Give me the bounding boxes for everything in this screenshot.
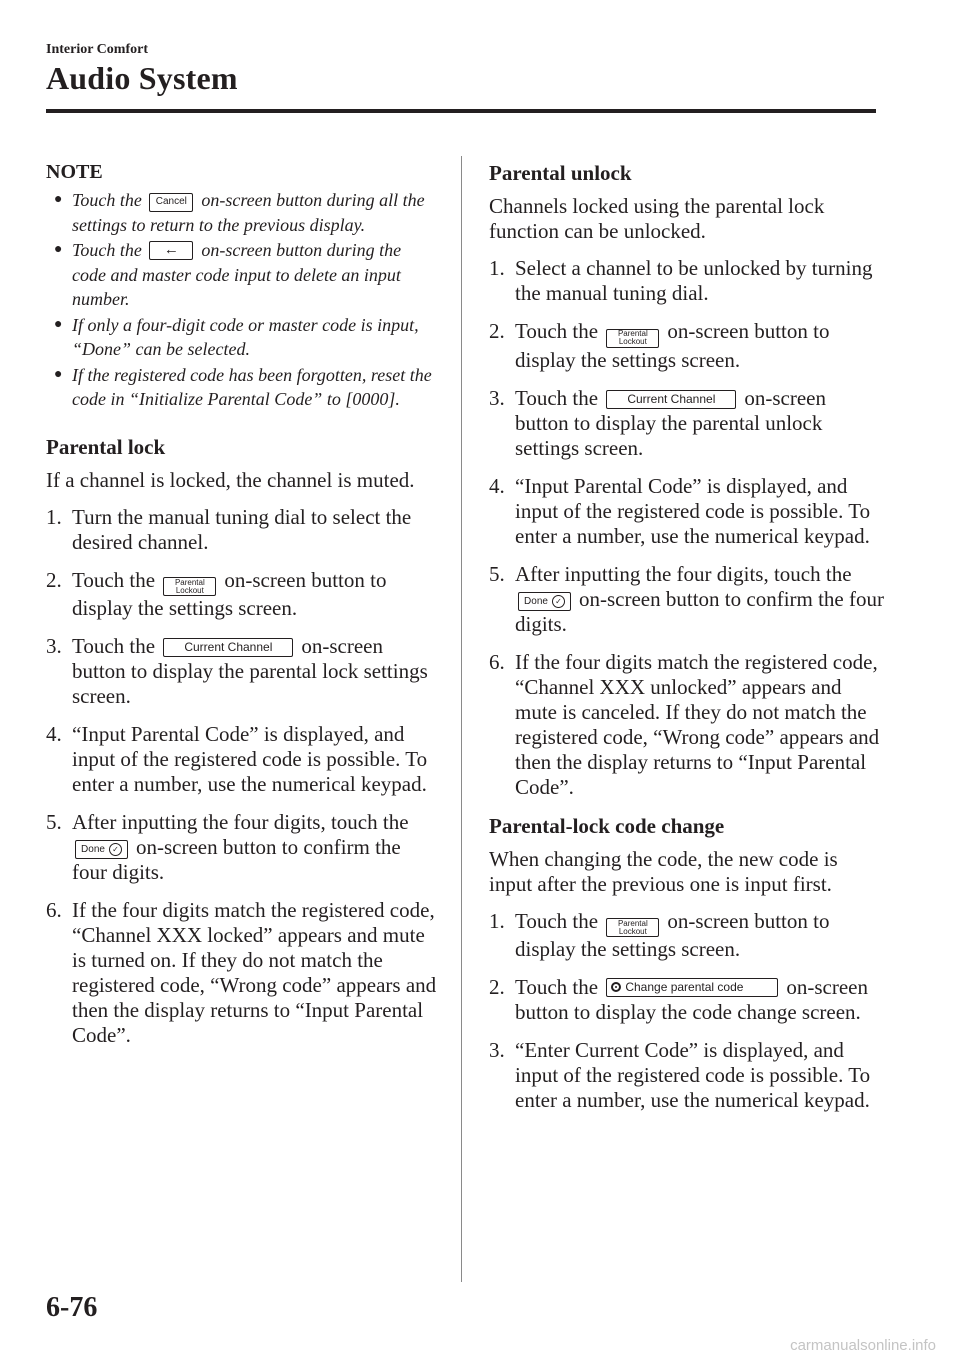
step-text: Touch the [515,385,599,410]
target-icon [611,982,621,992]
step-number: 3. [46,634,62,658]
step-number: 6. [46,898,62,922]
step-text: on-screen button to display the settings screen. [515,319,830,372]
check-icon: ✓ [552,595,565,608]
watermark: carmanualsonline.info [790,1337,936,1354]
note-item [46,313,438,362]
step-text: on-screen button to display the parental lock settings screen. [72,634,428,708]
note-text: on-screen button during the code and master code input to delete an input number. [72,240,402,309]
step-item [489,975,884,1025]
step-item [489,474,884,549]
step-item [46,810,438,885]
step-item [489,650,884,800]
parental-unlock-heading: Parental unlock [489,161,632,185]
step-number: 1. [489,908,505,933]
step-number: 2. [489,319,505,343]
step-text: If the four digits match the registered code, “Channel XXX locked” appears and mute is turned on. If they do not match the registered code, “Wrong code” appears and then the display returns to “Input Parental Code”. [72,898,437,1047]
note-text: If only a four-digit code or master code is input, “Done” can be selected. [72,314,419,359]
step-item [46,505,438,555]
parental-lock-heading: Parental lock [46,434,166,459]
current-channel-label: Current Channel [184,640,273,654]
code-change-heading: Parental-lock code change [489,813,725,838]
step-text: on-screen button to display the code change screen. [515,975,868,1024]
note-text: Touch the [72,190,142,210]
step-text: on-screen button to display the settings screen. [72,567,387,620]
step-number: 3. [489,385,505,410]
step-text: Touch the [515,319,599,343]
parental-lockout-button-icon [163,577,216,596]
step-text: Touch the [72,567,156,592]
bullet-icon: ● [54,366,63,382]
change-parental-code-label: Change parental code [625,979,744,994]
step-number: 1. [489,256,505,280]
note-text: Touch the [72,240,142,260]
parental-lockout-button-icon [606,918,659,937]
bullet-icon: ● [54,316,63,332]
step-text: on-screen button to display the settings screen. [515,908,830,961]
step-text: “Input Parental Code” is displayed, and input of the registered code is possible. To enter a number, use the numerical keypad. [515,473,871,548]
note-item [46,363,438,412]
parental-lockout-button-icon [606,329,659,348]
parental-label: Parental [617,329,648,338]
step-text: on-screen button to confirm the four digits. [515,586,884,636]
back-arrow-icon: ← [163,241,179,258]
note-item [46,238,438,312]
step-item [489,909,884,963]
note-item [46,188,438,237]
step-number: 4. [46,722,62,746]
step-text: “Enter Current Code” is displayed, and input of the registered code is possible. To enter a number, use the numerical keypad. [515,1038,871,1112]
step-number: 4. [489,473,505,498]
note-heading: NOTE [46,161,103,183]
parental-unlock-intro: Channels locked using the parental lock function can be unlocked. [489,194,825,243]
lockout-label: Lockout [618,337,647,346]
step-item [46,634,438,709]
lockout-label: Lockout [618,926,647,936]
step-text: If the four digits match the registered code, “Channel XXX unlocked” appears and mute is canceled. If they do not match the registered code, “Wrong code” appears and then the display returns to “Input Parental Code”. [515,649,880,799]
step-number: 5. [46,810,62,834]
step-text: Select a channel to be unlocked by turning the manual tuning dial. [515,256,873,305]
lockout-label: Lockout [175,585,204,595]
code-change-steps [489,909,884,1114]
step-item [489,256,884,306]
step-item [46,568,438,622]
step-text: “Input Parental Code” is displayed, and input of the registered code is possible. To enter a number, use the numerical keypad. [72,722,428,796]
column-divider [461,156,462,1282]
step-text: Touch the [515,908,599,933]
done-label: Done [524,595,548,607]
right-column [489,160,884,1126]
page-number: 6-76 [46,1292,98,1323]
parental-label: Parental [617,918,648,928]
step-text: on-screen button to confirm the four digits. [72,835,401,884]
step-text: After inputting the four digits, touch the [72,810,409,834]
step-text: Turn the manual tuning dial to select the desired channel. [72,504,412,554]
parental-unlock-steps [489,256,884,800]
section-label: Interior Comfort [46,42,148,57]
step-number: 2. [46,567,62,592]
code-change-intro: When changing the code, the new code is input after the previous one is input first. [489,846,838,896]
done-label: Done [81,844,105,855]
parental-label: Parental [174,577,205,587]
bullet-icon: ● [54,192,63,207]
header-rule [46,109,876,113]
step-number: 3. [489,1038,505,1062]
note-text: on-screen button during all the settings to return to the previous display. [72,190,425,235]
change-parental-code-button-icon [606,978,778,997]
step-item [46,722,438,797]
step-item [489,1038,884,1113]
current-channel-label: Current Channel [627,391,716,406]
step-item [489,319,884,373]
step-text: Touch the [72,634,156,658]
done-button-icon [518,592,571,611]
step-item [46,898,438,1048]
step-number: 5. [489,561,505,586]
step-number: 2. [489,975,505,999]
parental-lock-steps [46,505,438,1049]
current-channel-button-icon [163,638,293,657]
left-column [46,160,438,1061]
current-channel-button-icon [606,390,736,409]
step-number: 1. [46,504,62,529]
cancel-button-label: Cancel [155,196,187,207]
step-text: After inputting the four digits, touch the [515,561,852,586]
note-list [46,188,438,412]
parental-lock-intro: If a channel is locked, the channel is muted. [46,467,415,492]
done-button-icon [75,840,128,859]
note-text: If the registered code has been forgotten, reset the code in “Initialize Parental Code” to [0000]. [72,364,432,409]
back-arrow-button-icon [149,241,193,260]
step-item [489,562,884,637]
page-title: Audio System [46,60,238,96]
step-text: on-screen button to display the parental unlock settings screen. [515,385,826,460]
cancel-button-icon [149,193,193,212]
bullet-icon: ● [54,242,63,257]
step-item [489,386,884,461]
step-number: 6. [489,649,505,674]
check-icon: ✓ [109,843,122,856]
step-text: Touch the [515,975,599,999]
